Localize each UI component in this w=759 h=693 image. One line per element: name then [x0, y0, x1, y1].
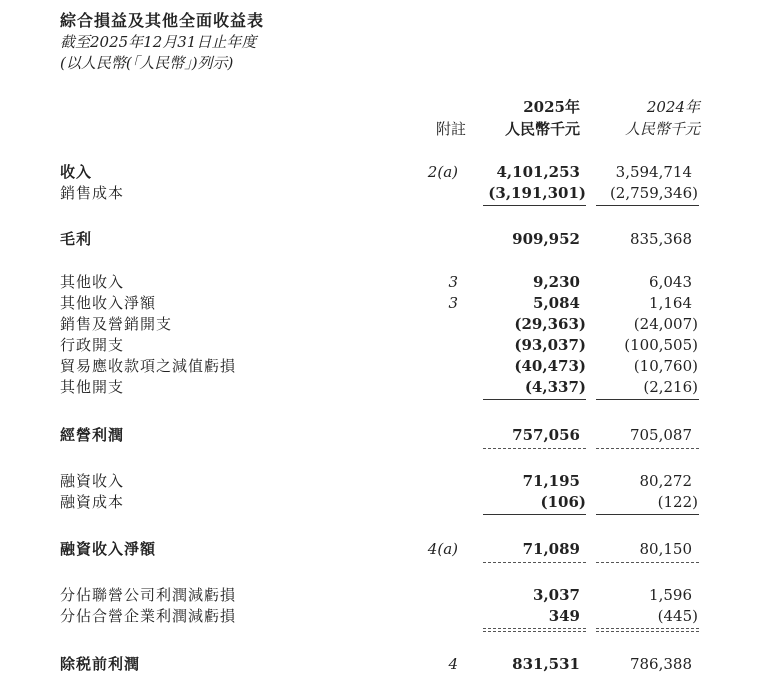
- subtotal-rule: [483, 514, 586, 515]
- table-row: [0, 182, 759, 204]
- year-2024-header: 2024年: [646, 98, 700, 116]
- year-2024-unit: 人民幣千元: [624, 120, 700, 138]
- table-row: [0, 376, 759, 398]
- total-rule: [596, 562, 699, 563]
- value-2025: [480, 334, 586, 356]
- row-label: 融資收入淨額: [60, 540, 157, 558]
- value-2025-text: (4,337): [524, 378, 586, 396]
- row-label: 其他開支: [60, 378, 125, 396]
- row-label: 其他收入: [60, 273, 125, 291]
- row-note: 4(a): [427, 540, 458, 558]
- subtotal-rule: [483, 631, 586, 632]
- total-rule: [483, 448, 586, 449]
- table-row: [0, 470, 759, 492]
- value-2024: [590, 376, 698, 398]
- value-2025-text: (3,191,301): [488, 184, 586, 202]
- value-2025: 4,101,253: [496, 163, 580, 181]
- row-label: 除税前利潤: [60, 655, 141, 673]
- value-2025-text: (93,037): [514, 336, 586, 354]
- value-2025: 5,084: [533, 294, 580, 312]
- value-2024: 80,150: [639, 540, 692, 558]
- row-label: 銷售及營銷開支: [60, 315, 173, 333]
- value-2025-text: (40,473): [514, 357, 586, 375]
- value-2025: [480, 491, 586, 513]
- currency-note: (以人民幣(「人民幣」)列示): [60, 54, 234, 72]
- row-note: 4: [448, 655, 458, 673]
- value-2024-text: (24,007): [633, 315, 698, 333]
- row-label: 收入: [60, 163, 93, 181]
- subtotal-rule: [596, 205, 699, 206]
- row-note: 3: [448, 294, 458, 312]
- value-2024: [590, 605, 698, 627]
- table-row: [0, 584, 759, 606]
- statement-header: [60, 10, 264, 74]
- row-note: 3: [448, 273, 458, 291]
- value-2025: 831,531: [512, 655, 580, 673]
- row-label: 融資成本: [60, 493, 125, 511]
- subtotal-rule: [596, 628, 699, 629]
- row-label: 銷售成本: [60, 184, 125, 202]
- row-label: 其他收入淨額: [60, 294, 157, 312]
- value-2024-text: (2,759,346): [609, 184, 698, 202]
- row-label: 分佔聯營公司利潤減虧損: [60, 586, 237, 604]
- table-row: [0, 313, 759, 335]
- value-2024-text: (100,505): [624, 336, 698, 354]
- subtotal-rule: [483, 399, 586, 400]
- value-2024: 1,596: [649, 586, 692, 604]
- total-rule: [596, 448, 699, 449]
- value-2024: [590, 313, 698, 335]
- value-2025: 909,952: [512, 230, 580, 248]
- value-2025: 71,089: [522, 540, 580, 558]
- value-2024: 705,087: [629, 426, 692, 444]
- subtotal-rule: [483, 628, 586, 629]
- value-2025: [480, 182, 586, 204]
- subtotal-rule: [483, 205, 586, 206]
- value-2024: 835,368: [629, 230, 692, 248]
- subtotal-rule: [596, 514, 699, 515]
- subtotal-rule: [596, 399, 699, 400]
- value-2025-text: (29,363): [514, 315, 586, 333]
- table-row: [0, 424, 759, 446]
- value-2024: 80,272: [639, 472, 692, 490]
- value-2024-text: (2,216): [643, 378, 698, 396]
- row-label: 融資收入: [60, 472, 125, 490]
- value-2024: [590, 355, 698, 377]
- value-2024: [590, 491, 698, 513]
- value-2025: 349: [548, 607, 580, 625]
- table-row: [0, 491, 759, 513]
- year-2025-header: 2025年: [523, 98, 580, 116]
- row-note: 2(a): [427, 163, 458, 181]
- value-2025: [480, 355, 586, 377]
- table-row: [0, 653, 759, 675]
- value-2024: [590, 182, 698, 204]
- table-row: [0, 355, 759, 377]
- value-2024: [590, 334, 698, 356]
- value-2024: 1,164: [649, 294, 692, 312]
- table-row: [0, 538, 759, 560]
- value-2025: [480, 376, 586, 398]
- table-row: [0, 292, 759, 314]
- value-2025: 71,195: [522, 472, 580, 490]
- value-2024: 6,043: [649, 273, 692, 291]
- table-row: [0, 605, 759, 627]
- table-row: [0, 334, 759, 356]
- value-2024: 3,594,714: [615, 163, 692, 181]
- row-label: 貿易應收款項之減值虧損: [60, 357, 237, 375]
- value-2025: 9,230: [533, 273, 580, 291]
- period-text: 截至2025年12月31日止年度: [60, 33, 257, 51]
- statement-title: 綜合損益及其他全面收益表: [60, 11, 265, 30]
- value-2024-text: (122): [657, 493, 698, 511]
- row-label: 經營利潤: [60, 426, 125, 444]
- year-2025-unit: 人民幣千元: [504, 120, 580, 138]
- value-2025-text: (106): [540, 493, 586, 511]
- value-2024: 786,388: [629, 655, 692, 673]
- value-2025: 3,037: [533, 586, 580, 604]
- table-row: [0, 228, 759, 250]
- value-2025: [480, 313, 586, 335]
- row-label: 分佔合營企業利潤減虧損: [60, 607, 237, 625]
- value-2024-text: (445): [657, 607, 698, 625]
- value-2025: 757,056: [512, 426, 580, 444]
- total-rule: [483, 562, 586, 563]
- note-column-header: 附註: [435, 120, 466, 138]
- row-label: 行政開支: [60, 336, 125, 354]
- value-2024-text: (10,760): [633, 357, 698, 375]
- table-row: [0, 271, 759, 293]
- table-row: [0, 161, 759, 183]
- subtotal-rule: [596, 631, 699, 632]
- row-label: 毛利: [60, 230, 93, 248]
